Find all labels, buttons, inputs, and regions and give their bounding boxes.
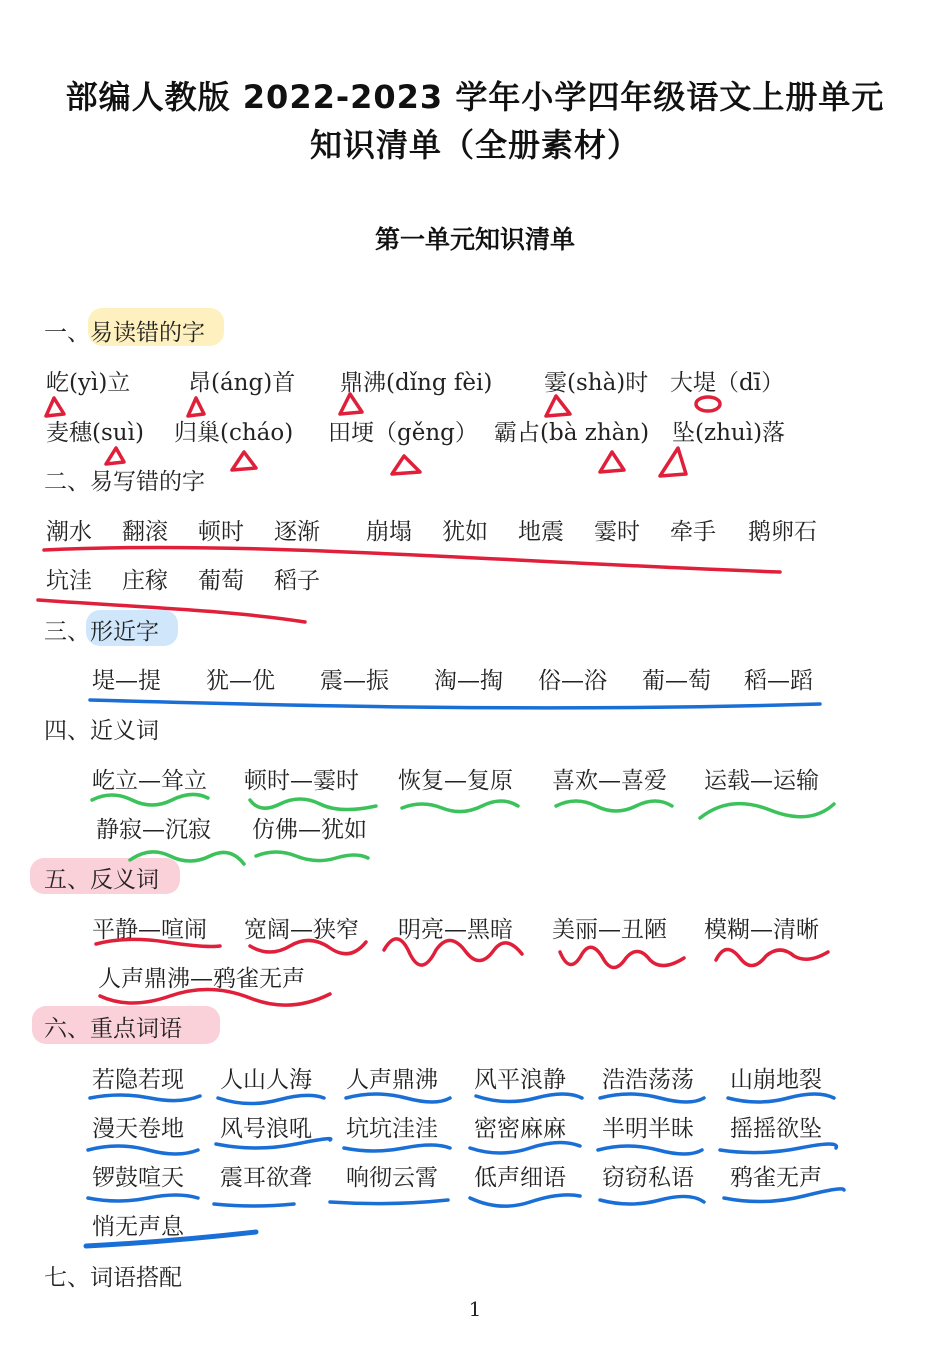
pinyin-entry: 霎(shà)时 — [544, 370, 649, 396]
word-item: 霎时 — [594, 519, 640, 545]
pinyin-entry: 麦穗(suì) — [46, 420, 144, 446]
section-heading-5: 五、反义词 — [44, 867, 159, 893]
red-triangle-mark — [232, 452, 256, 470]
idiom: 半明半昧 — [602, 1116, 694, 1142]
section-heading-3: 三、形近字 — [44, 619, 159, 645]
idiom: 窃窃私语 — [602, 1165, 694, 1191]
page-number: 1 — [468, 1297, 482, 1321]
pinyin-entry: 归巢(cháo) — [174, 420, 294, 446]
word-pair: 明亮—黑暗 — [398, 917, 513, 943]
word-pair: 平静—喧闹 — [92, 917, 207, 943]
idiom: 风号浪吼 — [220, 1116, 312, 1142]
pinyin-entry: 霸占(bà zhàn) — [494, 420, 650, 446]
red-triangle-mark — [660, 448, 686, 476]
word-item: 崩塌 — [366, 519, 412, 545]
section-heading-1: 一、易读错的字 — [44, 320, 205, 346]
word-item: 稻子 — [274, 568, 320, 594]
idiom: 密密麻麻 — [474, 1116, 566, 1142]
section-heading-6: 六、重点词语 — [44, 1016, 182, 1042]
idiom: 若隐若现 — [92, 1067, 184, 1093]
char-pair: 淘—掏 — [434, 668, 503, 694]
idiom: 人山人海 — [220, 1067, 312, 1093]
idiom: 响彻云霄 — [346, 1165, 438, 1191]
idiom: 山崩地裂 — [730, 1067, 822, 1093]
word-pair: 顿时—霎时 — [244, 768, 359, 794]
char-pair: 犹—优 — [206, 668, 275, 694]
idiom: 风平浪静 — [474, 1067, 566, 1093]
word-item: 地震 — [518, 519, 564, 545]
idiom: 震耳欲聋 — [220, 1165, 312, 1191]
document-title-line-2: 知识清单（全册素材） — [309, 126, 640, 164]
word-pair: 宽阔—狭窄 — [244, 917, 359, 943]
idiom: 坑坑洼洼 — [346, 1116, 438, 1142]
red-triangle-mark — [546, 396, 570, 416]
pinyin-entry: 田埂（gěng） — [328, 420, 478, 446]
pinyin-entry: 昂(áng)首 — [188, 370, 296, 396]
pinyin-entry: 坠(zhuì)落 — [672, 420, 786, 446]
idiom: 低声细语 — [474, 1165, 566, 1191]
word-item: 翻滚 — [122, 519, 168, 545]
section-heading-2: 二、易写错的字 — [44, 469, 205, 495]
pinyin-entry: 屹(yì)立 — [46, 370, 131, 396]
word-item: 庄稼 — [122, 568, 168, 594]
red-circle-mark — [696, 397, 720, 411]
section-heading-4: 四、近义词 — [44, 718, 159, 744]
word-item: 潮水 — [46, 519, 92, 545]
word-pair: 人声鼎沸—鸦雀无声 — [98, 966, 305, 992]
idiom: 漫天卷地 — [92, 1116, 184, 1142]
word-pair: 屹立—耸立 — [92, 768, 207, 794]
word-item: 葡萄 — [198, 568, 244, 594]
section-heading-7: 七、词语搭配 — [44, 1265, 182, 1291]
unit-title: 第一单元知识清单 — [374, 225, 575, 254]
word-item: 坑洼 — [46, 568, 92, 594]
blue-underline — [90, 700, 820, 708]
word-item: 顿时 — [198, 519, 244, 545]
char-pair: 堤—提 — [92, 668, 161, 694]
word-item: 逐渐 — [274, 519, 320, 545]
idiom: 悄无声息 — [92, 1214, 184, 1240]
word-item: 牵手 — [670, 519, 716, 545]
word-item: 鹅卵石 — [748, 519, 817, 545]
idiom: 摇摇欲坠 — [730, 1116, 822, 1142]
idiom: 鸦雀无声 — [730, 1165, 822, 1191]
word-pair: 仿佛—犹如 — [252, 817, 367, 843]
word-item: 犹如 — [442, 519, 488, 545]
red-triangle-mark — [392, 456, 420, 474]
word-pair: 美丽—丑陋 — [552, 917, 667, 943]
idiom: 锣鼓喧天 — [92, 1165, 184, 1191]
idiom: 浩浩荡荡 — [602, 1067, 694, 1093]
word-pair: 模糊—清晰 — [704, 917, 819, 943]
red-triangle-mark — [106, 448, 124, 464]
red-triangle-mark — [600, 452, 624, 472]
red-triangle-mark — [340, 394, 362, 414]
char-pair: 震—振 — [320, 668, 389, 694]
pinyin-entry: 大堤（dī） — [670, 370, 785, 396]
word-pair: 运载—运输 — [704, 768, 819, 794]
char-pair: 俗—浴 — [538, 668, 607, 694]
char-pair: 葡—萄 — [642, 668, 711, 694]
idiom: 人声鼎沸 — [346, 1067, 438, 1093]
word-pair: 静寂—沉寂 — [96, 817, 211, 843]
word-pair: 喜欢—喜爱 — [552, 768, 667, 794]
pinyin-entry: 鼎沸(dǐng fèi) — [340, 370, 493, 396]
word-pair: 恢复—复原 — [398, 768, 513, 794]
document-title-line-1: 部编人教版 2022-2023 学年小学四年级语文上册单元 — [65, 78, 885, 116]
char-pair: 稻—蹈 — [744, 668, 813, 694]
